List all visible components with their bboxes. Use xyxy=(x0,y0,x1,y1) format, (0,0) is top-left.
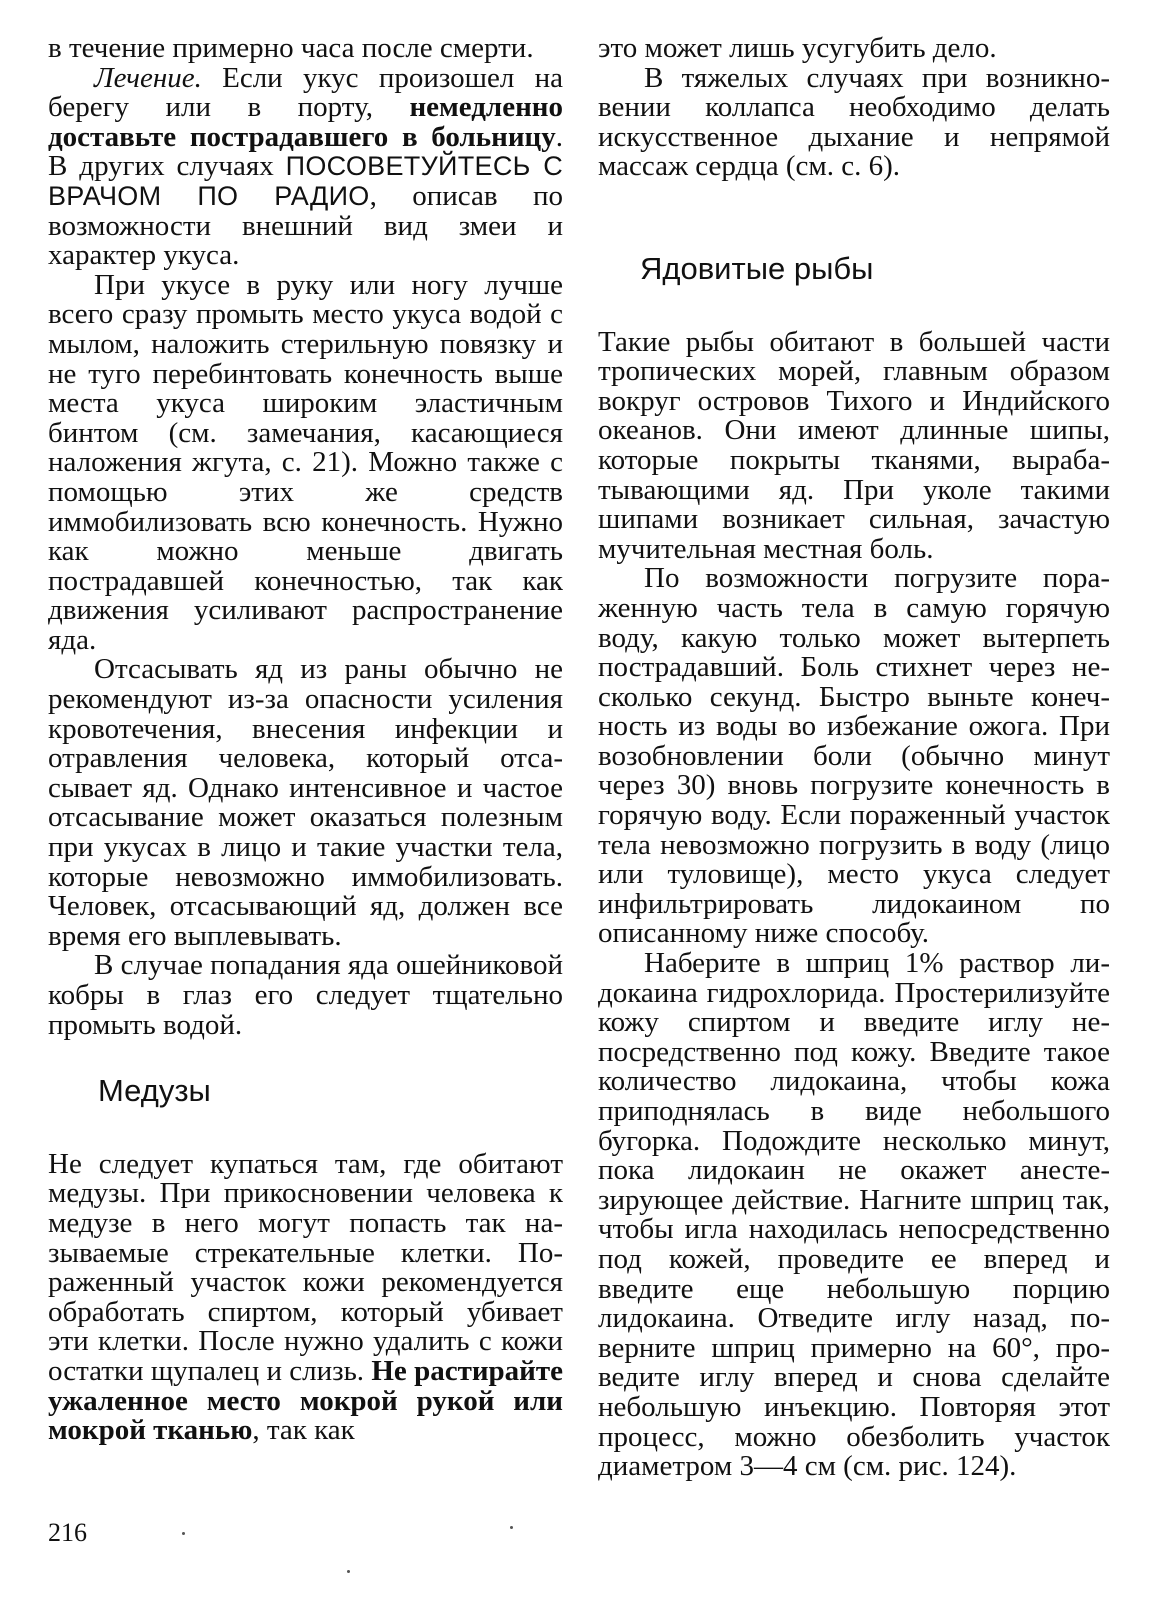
paragraph-lidocaine: Наберите в шприц 1% раствор лидокаина гидрохлорида. Простерилизуйте кожу спиртом и введите иглу непосредственно под кожу. Введите такое количество лидокаина, чтобы кожа приподнялась в виде небольшого бугорка. Подождите несколько минут, пока лидокаин не окажет анестезирующее действие. Нагните шприц так, чтобы игла находилась непосредственно под кожей, проведите ее вперед и введите еще небольшую порцию лидокаина. Отведите иглу назад, поверните шприц примерно на 60°, проведите иглу вперед и снова сделайте небольшую инъекцию. Повторяя этот процесс, можно обезболить участок диаметром 3—4 см (см. рис. 124). xyxy=(598,947,1110,1483)
scan-speck xyxy=(182,1532,185,1535)
paragraph-treatment xyxy=(48,61,563,272)
scan-speck xyxy=(510,1526,513,1529)
paragraph-bandage: При укусе в руку или ногу лучше всего сразу промыть место укуса водой с мылом, наложить стерильную повязку и не туго перебинтовать конечность выше места укуса широким эластичным бинтом (см. замечания, касающиеся наложения жгута, с. 21). Можно также с помощью этих же средств иммобилизовать всю конечность. Нужно как можно меньше двигать пострадавшей конечностью, так как движения усиливают распространение яда. xyxy=(48,268,563,656)
paragraph-suction: Отсасывать яд из раны обычно не рекомендуют из-за опасности усиления кровотечения, внесения инфекции и отравления человека, который отсасывает яд. Однако интенсивное и частое отсасывание может оказаться полезным при укусах в лицо и такие участки тела, которые невозможно иммобилизовать. Человек, отсасывающий яд, должен все время его выплевывать. xyxy=(48,653,563,952)
treatment-bold: немедленно доставьте пострадавшего в больницу xyxy=(48,91,563,153)
paragraph-jellyfish xyxy=(48,1147,563,1447)
treatment-text-3: , описав по возможности внешний вид змеи и характер укуса. xyxy=(48,179,563,272)
paragraph-cobra-eye: В случае попадания яда ошейниковой кобры в глаз его следует тщательно промыть водой. xyxy=(48,949,563,1041)
section-heading-jellyfish: Медузы xyxy=(98,1073,211,1109)
treatment-text-1: Если укус произошел на берегу или в порту, xyxy=(48,61,563,124)
jellyfish-text-2: , так как xyxy=(252,1414,355,1447)
paragraph-continued-right: это может лишь усугубить дело. xyxy=(598,32,997,64)
jellyfish-text-1: Не следует купаться там, где обитают медузы. При прикосновении человека к медузе в него могут попасть так называемые стрекательные клетки. Пораженный участок кожи рекомендуется обработать спиртом, который убивает эти клетки. После нужно удалить с кожи остатки щупалец и слизь. xyxy=(48,1147,563,1387)
page-number: 216 xyxy=(48,1518,87,1547)
paragraph-hot-water: По возможности погрузите пораженную часть тела в самую горячую воду, какую только может вытерпеть пострадавший. Боль стихнет через несколько секунд. Быстро выньте конечность из воды во избежание ожога. При возобновлении боли (обычно минут через 30) вновь погрузите конечность в горячую воду. Если пораженный участок тела невозможно погрузить в воду (лицо или туловище), место укуса следует инфильтрировать лидокаином по описанному ниже способу. xyxy=(598,562,1110,950)
left-column xyxy=(48,34,563,1446)
treatment-lead: Лечение. xyxy=(94,61,202,94)
paragraph-continued: в течение примерно часа после смерти. xyxy=(48,32,534,64)
paragraph-fish-intro: Такие рыбы обитают в большей части тропических морей, главным образом вокруг островов Тихого и Индийского океанов. Они имеют длинные шипы, которые покрыты тканями, вырабатывающими яд. При уколе такими шипами возникает сильная, зачастую мучительная местная боль. xyxy=(598,325,1110,565)
section-heading-venomous-fish: Ядовитые рыбы xyxy=(640,250,874,286)
treatment-text-2: . В других случаях xyxy=(48,120,563,183)
right-column xyxy=(598,34,1110,1482)
scan-speck xyxy=(347,1570,350,1573)
paragraph-collapse: В тяжелых случаях при возникновении коллапса необходимо делать искусственное дыхание и непрямой массаж сердца (см. с. 6). xyxy=(598,61,1110,183)
jellyfish-bold: Не растирайте ужаленное место мокрой рукой или мокрой тканью xyxy=(48,1354,563,1447)
treatment-caps: ПОСОВЕТУЙТЕСЬ С ВРАЧОМ ПО РАДИО xyxy=(48,151,563,211)
